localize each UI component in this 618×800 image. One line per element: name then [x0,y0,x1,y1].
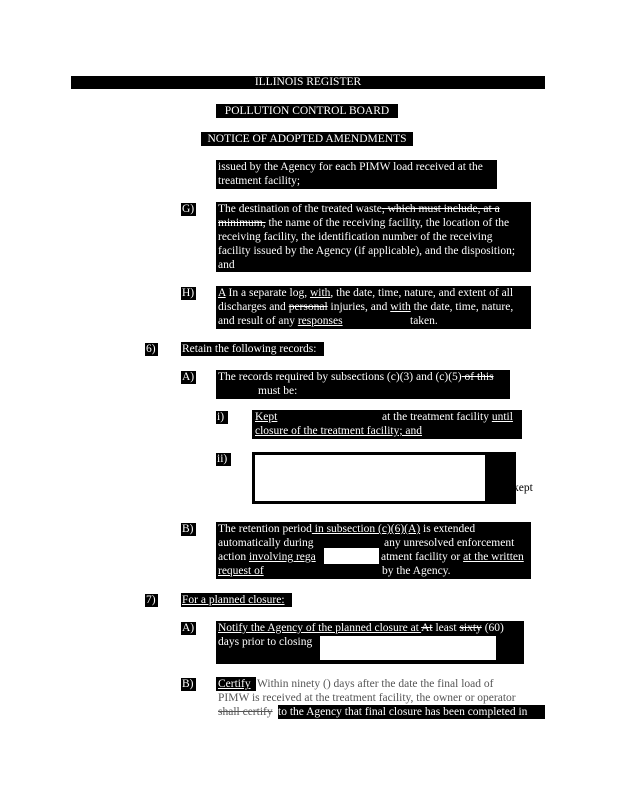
s7a-line-1 [218,621,504,635]
marker-6aii: ii) [217,453,228,465]
s6ai-line-2: closure of the treatment facility; and [255,425,423,437]
s6b-line-3-written: at the written [463,551,524,563]
s7b-certify: Certify [218,678,251,690]
s6ai-line-1-b [382,410,513,424]
h-line-2-c: injuries, and [327,301,391,313]
marker-h: H) [182,287,195,299]
s7b-line-1 [257,677,494,691]
h-line-2-e: the date, time, nature, [410,301,514,313]
h-line-2-a: discharges and [218,301,289,313]
s7a-line-2: days prior to closing [218,636,313,648]
s6a-line-1 [218,370,494,384]
s6b-line-4-a: request of [218,565,264,577]
s6ai-until: until [491,411,513,423]
g-line-1-a: The destination of the treated waste [218,203,382,215]
g-line-1-struck: , which must include, at a [381,203,500,215]
s7b-line-1-b: Within ninety ( [257,678,327,690]
s7a-line-1-struck-at: At [421,622,433,634]
s6b-line-3-a [218,550,316,564]
s7b-line-2: PIMW is received at the treatment facility, the owner or operator [218,692,516,704]
s6b-line-1 [218,522,475,536]
h-line-2 [218,300,513,314]
h-line-3-c: taken. [410,315,438,327]
intro-line-2: treatment facility; [218,175,301,187]
s6b-line-1-c: is extended [420,523,476,535]
marker-6b: B) [182,523,194,535]
notice-title: NOTICE OF ADOPTED AMENDMENTS [207,133,407,145]
h-line-3-responses: responses [297,315,343,327]
s6-title: Retain the following records: [182,343,317,355]
s6b-line-3-b [381,550,524,564]
s6b-line-2-b: any unresolved enforcement [384,537,515,549]
s6a-line-2: must be: [258,385,298,397]
g-line-2 [218,216,509,230]
s6b-line-4-b: by the Agency. [382,565,451,577]
g-line-3: receiving facility, the identification number of the receiving [218,231,493,243]
marker-6ai: i) [217,411,225,423]
h-line-3-a [218,314,343,328]
s7a-erased-area [320,636,496,660]
board-title: POLLUTION CONTROL BOARD [224,105,390,117]
s6ai-line-1-tail: at the treatment facility [382,411,492,423]
h-line-1-c: with [309,287,331,299]
s6b-line-2-a: automatically during [218,537,314,549]
s7a-line-1-struck-sixty: sixty [459,622,482,634]
s7b-line-3-struck: shall certify [218,706,273,718]
h-line-2-d: with [390,301,411,313]
s7b-line-1-c: ) days after the date the final load of [326,678,494,690]
s7-title: For a planned closure: [182,594,285,606]
s7b-line-3-b: to the Agency that final closure has been completed in [278,706,528,718]
s6aii-erased-area [255,455,485,501]
s6b-line-3-facility: atment facility or [381,551,464,563]
s6aii-line-2-tail: kept [513,482,533,494]
g-line-1 [218,202,500,216]
marker-7a: A) [182,622,195,634]
s6ai-kept: Kept [255,411,278,423]
g-line-5: and [218,259,235,271]
s7a-line-1-c: least [432,622,460,634]
h-line-1 [218,286,513,300]
s6b-line-3-rega: involving rega [248,551,316,563]
g-line-2-struck: minimum, [218,217,266,229]
intro-line-1: issued by the Agency for each PIMW load received at the [218,161,483,173]
h-line-1-b: In a separate log, [225,287,310,299]
s7a-line-1-e: (60) [481,622,504,634]
s6b-line-1-a: The retention period [218,523,312,535]
marker-6: 6) [146,343,156,355]
marker-7b: B) [182,678,194,690]
h-line-1-d: , the date, time, nature, and extent of all [330,287,514,299]
h-line-2-struck: personal [288,301,328,313]
s6b-erased-area [324,548,379,564]
h-line-1-a: A [218,287,226,299]
s6a-line-1-struck: of this [461,371,494,383]
s6b-line-1-b: in subsection (c)(6)(A) [311,523,421,535]
marker-7: 7) [146,594,156,606]
marker-6a: A) [182,371,195,383]
register-title: ILLINOIS REGISTER [254,76,362,88]
s7a-line-1-a: Notify the Agency of the planned closure at [218,622,422,634]
s6a-line-1-a: The records required by subsections (c)(3) and (c)(5) [218,371,462,383]
h-line-3-start: and result of any [218,315,298,327]
g-line-2-b: the name of the receiving facility, the location of the [265,217,510,229]
s6b-line-3-action: action [218,551,249,563]
s6ai-line-1-a [255,410,277,424]
marker-g: G) [182,203,195,215]
g-line-4: facility issued by the Agency (if applicable), and the disposition; [218,245,516,257]
